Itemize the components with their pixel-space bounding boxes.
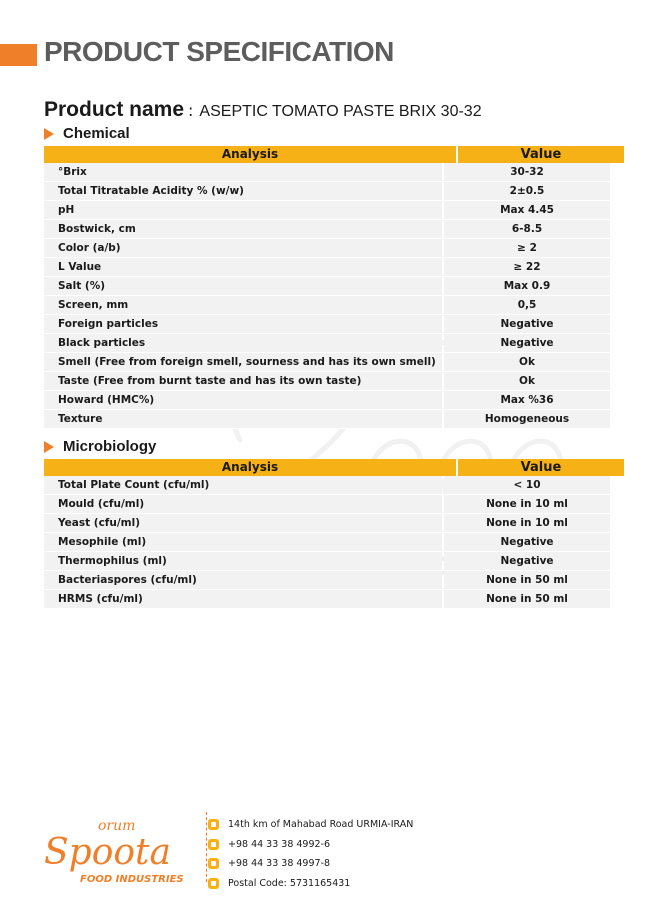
row-value-cell: Max 4.45 xyxy=(444,201,610,220)
postal-icon xyxy=(208,878,219,889)
row-value-cell: Ok xyxy=(444,372,610,391)
table-row xyxy=(44,391,624,410)
row-analysis-cell: Taste (Free from burnt taste and has its own taste) xyxy=(44,372,442,391)
contact-address-text: 14th km of Mahabad Road URMIA-IRAN xyxy=(228,819,414,830)
phone-icon xyxy=(208,839,219,850)
table-row xyxy=(44,552,624,571)
row-value-cell: Homogeneous xyxy=(444,410,610,429)
contact-phone-text: +98 44 33 38 4992-6 xyxy=(228,838,331,850)
section-arrow-icon xyxy=(44,441,54,453)
row-analysis-cell: Bacteriaspores (cfu/ml) xyxy=(44,571,442,590)
row-value-cell: 30-32 xyxy=(444,163,610,182)
contact-fax-text: +98 44 33 38 4997-8 xyxy=(228,858,331,869)
table-row xyxy=(44,372,624,391)
contact-fax xyxy=(208,854,413,873)
logo-main-text: Spoota xyxy=(44,832,171,873)
row-analysis-cell: Foreign particles xyxy=(44,315,442,334)
contact-phone xyxy=(208,835,413,854)
row-value-cell: Negative xyxy=(444,552,610,571)
table-row xyxy=(44,201,624,220)
table-row xyxy=(44,296,624,315)
product-name-label: Product name xyxy=(44,98,185,121)
row-analysis-cell: Color (a/b) xyxy=(44,239,442,258)
row-value-cell: Negative xyxy=(444,334,610,353)
row-value-cell: None in 50 ml xyxy=(444,590,610,609)
company-logo xyxy=(40,812,200,887)
row-analysis-cell: Mould (cfu/ml) xyxy=(44,495,442,514)
table-row xyxy=(44,476,624,495)
column-header-value: Value xyxy=(458,459,624,476)
row-value-cell: Negative xyxy=(444,315,610,334)
microbiology-title-text: Microbiology xyxy=(63,438,157,455)
microbiology-table xyxy=(44,459,624,609)
row-analysis-cell: Total Plate Count (cfu/ml) xyxy=(44,476,442,495)
product-name-value: ASEPTIC TOMATO PASTE BRIX 30-32 xyxy=(199,103,482,120)
footer-divider xyxy=(206,812,207,882)
product-name-line xyxy=(44,98,482,122)
table-row xyxy=(44,514,624,533)
page-title: PRODUCT SPECIFICATION xyxy=(44,36,394,67)
row-analysis-cell: Total Titratable Acidity % (w/w) xyxy=(44,182,442,201)
microbiology-table-header xyxy=(44,459,624,476)
table-row xyxy=(44,239,624,258)
contact-list xyxy=(208,815,413,893)
table-row xyxy=(44,410,624,429)
logo-sub-text: FOOD INDUSTRIES xyxy=(80,874,184,885)
row-analysis-cell: Howard (HMC%) xyxy=(44,391,442,410)
row-value-cell: None in 10 ml xyxy=(444,514,610,533)
row-value-cell: ≥ 22 xyxy=(444,258,610,277)
section-arrow-icon xyxy=(44,128,54,140)
table-row xyxy=(44,590,624,609)
row-value-cell: Negative xyxy=(444,533,610,552)
contact-postal-text: Postal Code: 5731165431 xyxy=(228,877,351,889)
row-value-cell: 0,5 xyxy=(444,296,610,315)
row-value-cell: Max 0.9 xyxy=(444,277,610,296)
row-value-cell: 6-8.5 xyxy=(444,220,610,239)
chemical-section-title xyxy=(44,125,130,142)
header-accent-bar xyxy=(0,44,37,66)
row-value-cell: Ok xyxy=(444,353,610,372)
row-analysis-cell: Mesophile (ml) xyxy=(44,533,442,552)
column-header-analysis: Analysis xyxy=(44,146,456,163)
contact-postal xyxy=(208,874,413,893)
location-icon xyxy=(208,819,219,830)
table-row xyxy=(44,353,624,372)
table-row xyxy=(44,334,624,353)
table-row xyxy=(44,495,624,514)
row-analysis-cell: Yeast (cfu/ml) xyxy=(44,514,442,533)
chemical-table xyxy=(44,146,624,429)
chemical-table-header xyxy=(44,146,624,163)
row-analysis-cell: L Value xyxy=(44,258,442,277)
microbiology-section-title xyxy=(44,438,156,455)
row-analysis-cell: Bostwick, cm xyxy=(44,220,442,239)
row-value-cell: Max %36 xyxy=(444,391,610,410)
table-row xyxy=(44,220,624,239)
row-analysis-cell: Smell (Free from foreign smell, sourness and has its own smell) xyxy=(44,353,442,372)
table-row xyxy=(44,182,624,201)
row-value-cell: ≥ 2 xyxy=(444,239,610,258)
row-analysis-cell: °Brix xyxy=(44,163,442,182)
table-row xyxy=(44,571,624,590)
column-header-value: Value xyxy=(458,146,624,163)
logo-top-text: orum xyxy=(98,818,136,834)
column-header-analysis: Analysis xyxy=(44,459,456,476)
contact-address xyxy=(208,815,413,834)
table-row xyxy=(44,277,624,296)
row-value-cell: < 10 xyxy=(444,476,610,495)
row-analysis-cell: Screen, mm xyxy=(44,296,442,315)
row-analysis-cell: Salt (%) xyxy=(44,277,442,296)
chemical-title-text: Chemical xyxy=(63,125,130,142)
table-row xyxy=(44,315,624,334)
fax-icon xyxy=(208,858,219,869)
row-analysis-cell: Thermophilus (ml) xyxy=(44,552,442,571)
row-value-cell: None in 10 ml xyxy=(444,495,610,514)
row-analysis-cell: HRMS (cfu/ml) xyxy=(44,590,442,609)
row-analysis-cell: Texture xyxy=(44,410,442,429)
row-analysis-cell: pH xyxy=(44,201,442,220)
row-analysis-cell: Black particles xyxy=(44,334,442,353)
row-value-cell: 2±0.5 xyxy=(444,182,610,201)
table-row xyxy=(44,258,624,277)
row-value-cell: None in 50 ml xyxy=(444,571,610,590)
product-name-separator: : xyxy=(188,101,194,120)
table-row xyxy=(44,533,624,552)
table-row xyxy=(44,163,624,182)
